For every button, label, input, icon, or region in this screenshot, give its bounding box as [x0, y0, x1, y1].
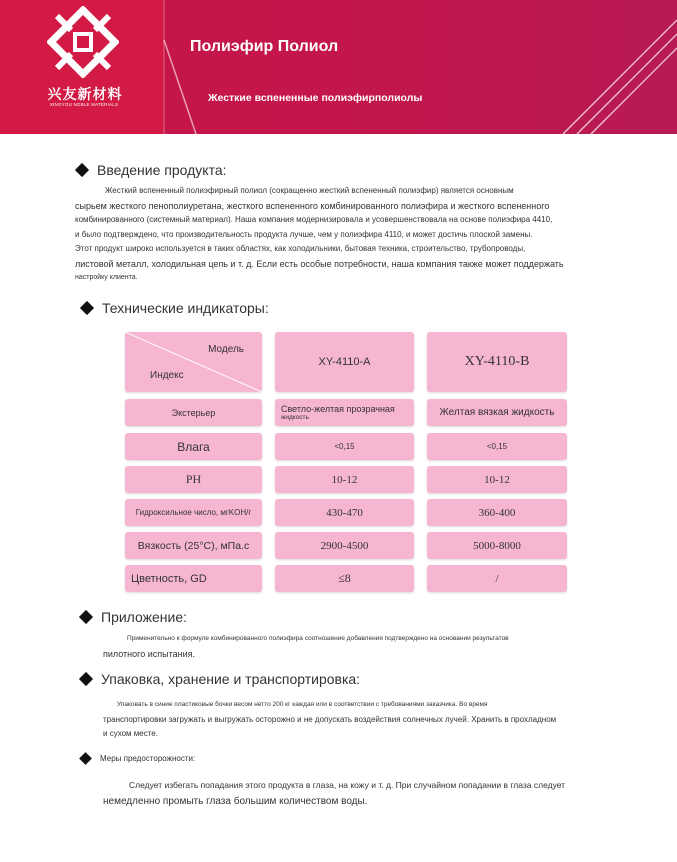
packaging-heading: Упаковка, хранение и транспортировка: [81, 671, 360, 687]
table-row-label: Влага [125, 433, 262, 460]
model-header-a: XY-4110-A [275, 332, 414, 392]
table-cell: 10-12 [427, 466, 567, 493]
table-row-label: Экстерьер [125, 399, 262, 426]
application-paragraph [103, 632, 643, 661]
bullet-diamond-icon [75, 163, 89, 177]
packaging-paragraph [103, 698, 643, 742]
table-corner-cell [125, 332, 262, 392]
intro-line: комбинированного (системный материал). Наша компания модернизировала и усовершенствовала на основе полиэфира 4410, [75, 215, 553, 224]
precautions-line: немедленно промыть глаза большим количеством воды. [103, 795, 368, 807]
table-cell [275, 399, 414, 426]
table-cell: Желтая вязкая жидкость [427, 399, 567, 426]
packaging-line: транспортировки загружать и выгружать осторожно и не допускать воздействия солнечных лучей. Хранить в прохладном [103, 714, 557, 724]
packaging-line: и сухом месте. [103, 729, 158, 738]
table-cell: 5000-8000 [427, 532, 567, 559]
intro-line: и было подтверждено, что производительность продукта лучше, чем у полиэфира 4110, и может достичь плоской замены. [75, 229, 533, 239]
table-row-label: Вязкость (25°C), мПа.с [125, 532, 262, 559]
table-cell: 430-470 [275, 499, 414, 526]
packaging-line: Упаковать в синие пластиковые бочки весом нетто 200 кг каждая или в соответствии с требованиями заказчика. Во время [117, 701, 488, 708]
precautions-heading: Меры предосторожности: [81, 754, 195, 763]
precautions-paragraph [103, 778, 663, 810]
header-stripes [527, 0, 677, 134]
application-heading: Приложение: [81, 609, 187, 625]
application-line: Применительно к формуле комбинированного полиэфира соотношение добавления подтверждено на основании результатов [127, 635, 509, 642]
table-cell: 360-400 [427, 499, 567, 526]
column-header-model: Модель [208, 344, 244, 355]
row-header-index: Индекс [150, 370, 184, 381]
header-divider [158, 0, 198, 134]
table-cell: <0,15 [427, 433, 567, 460]
cell-text: Светло-желтая прозрачная [281, 404, 395, 414]
table-row-label: PH [125, 466, 262, 493]
bullet-diamond-icon [79, 672, 93, 686]
logo-block [0, 0, 164, 134]
table-cell: / [427, 565, 567, 592]
intro-paragraph [75, 184, 645, 286]
precautions-line: Следует избегать попадания этого продукта в глаза, на кожу и т. д. При случайном попадании в глаза следует [129, 780, 566, 790]
table-cell: 2900-4500 [275, 532, 414, 559]
intro-line: листовой металл, холодильная цепь и т. д. Если есть особые потребности, наша компания также может поддержать [75, 258, 564, 269]
cell-text: жидкость [281, 414, 309, 421]
logo-english-text: XINGYOU NOBLE MATERIALS [49, 102, 119, 107]
intro-line: настройку клиента. [75, 274, 138, 281]
bullet-diamond-icon [79, 752, 92, 765]
bullet-diamond-icon [80, 301, 94, 315]
intro-line: сырьем жесткого пенополиуретана, жесткого вспененного комбинированного полиэфира и жесткого вспененного [75, 200, 550, 211]
company-logo-icon [47, 6, 119, 78]
bullet-diamond-icon [79, 610, 93, 624]
intro-line: Этот продукт широко используется в таких областях, как холодильники, бытовая техника, строительство, трубопроводы, [75, 244, 526, 253]
corner-diagonal [125, 332, 262, 392]
table-cell: <0,15 [275, 433, 414, 460]
application-line: пилотного испытания. [103, 648, 196, 659]
page-title: Полиэфир Полиол [190, 38, 339, 55]
logo-chinese-text: 兴友新材料 [47, 87, 123, 103]
table-row-label: Цветность, GD [125, 565, 262, 592]
header-banner [0, 0, 677, 134]
model-header-b: XY-4110-B [427, 332, 567, 392]
page-subtitle: Жесткие вспененные полиэфирполиолы [208, 92, 423, 104]
table-cell: ≤8 [275, 565, 414, 592]
table-cell: 10-12 [275, 466, 414, 493]
intro-line: Жесткий вспененный полиэфирный полиол (сокращенно жесткий вспененный полиэфир) является основным [105, 186, 514, 195]
table-row-label: Гидроксильное число, мгKOH/г [125, 499, 262, 526]
tech-heading: Технические индикаторы: [82, 300, 269, 316]
intro-heading: Введение продукта: [77, 162, 227, 178]
